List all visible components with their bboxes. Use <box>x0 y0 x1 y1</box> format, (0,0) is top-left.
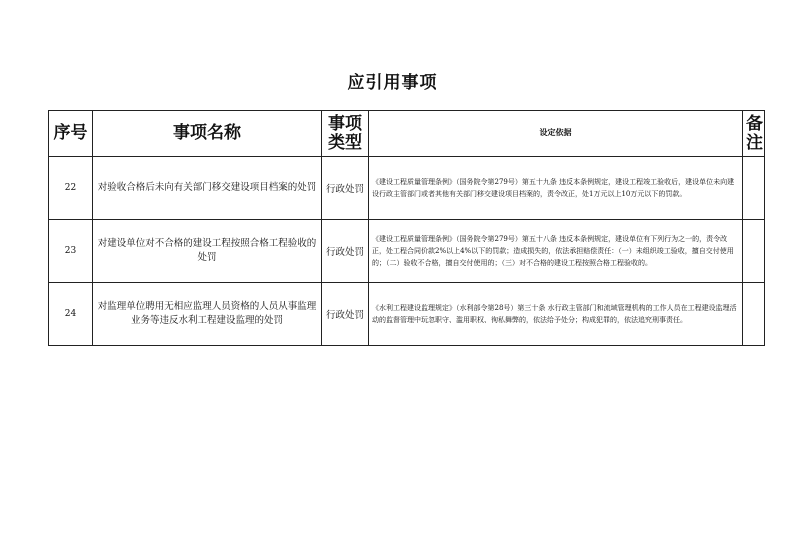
table-row <box>49 157 765 220</box>
cell-no: 22 <box>49 157 93 220</box>
cell-type: 行政处罚 <box>322 283 369 346</box>
header-remark: 备注 <box>743 111 765 157</box>
cell-type: 行政处罚 <box>322 157 369 220</box>
table-header-row <box>49 111 765 157</box>
cell-basis: 《建设工程质量管理条例》（国务院令第279号）第五十八条 违反本条例规定，建设单位有下列行为之一的，责令改正，处工程合同价款2%以上4%以下的罚款；造成损失的，依法承担赔偿责任：（一）未组织竣工验收，擅自交付使用的；（二）验收不合格，擅自交付使用的；（三）对不合格的建设工程按照合格工程验收的。 <box>369 220 743 283</box>
cell-basis: 《建设工程质量管理条例》（国务院令第279号）第五十九条 违反本条例规定，建设工程竣工验收后，建设单位未向建设行政主管部门或者其他有关部门移交建设项目档案的，责令改正，处1万元以上10万元以下的罚款。 <box>369 157 743 220</box>
cell-remark <box>743 157 765 220</box>
items-table <box>48 110 765 346</box>
header-type: 事项类型 <box>322 111 369 157</box>
table-row <box>49 283 765 346</box>
cell-name: 对建设单位对不合格的建设工程按照合格工程验收的处罚 <box>93 220 322 283</box>
cell-remark <box>743 220 765 283</box>
cell-basis: 《水利工程建设监理规定》（水利部令第28号）第三十条 水行政主管部门和流域管理机构的工作人员在工程建设监理活动的监督管理中玩忽职守、滥用职权、徇私舞弊的，依法给予处分；构成犯罪的，依法追究刑事责任。 <box>369 283 743 346</box>
page-title: 应引用事项 <box>347 73 438 93</box>
cell-no: 23 <box>49 220 93 283</box>
header-basis: 设定依据 <box>369 111 743 157</box>
cell-name: 对监理单位聘用无相应监理人员资格的人员从事监理业务等违反水利工程建设监理的处罚 <box>93 283 322 346</box>
header-no: 序号 <box>49 111 93 157</box>
cell-type: 行政处罚 <box>322 220 369 283</box>
cell-name: 对验收合格后未向有关部门移交建设项目档案的处罚 <box>93 157 322 220</box>
cell-no: 24 <box>49 283 93 346</box>
cell-remark <box>743 283 765 346</box>
table-row <box>49 220 765 283</box>
header-name: 事项名称 <box>93 111 322 157</box>
